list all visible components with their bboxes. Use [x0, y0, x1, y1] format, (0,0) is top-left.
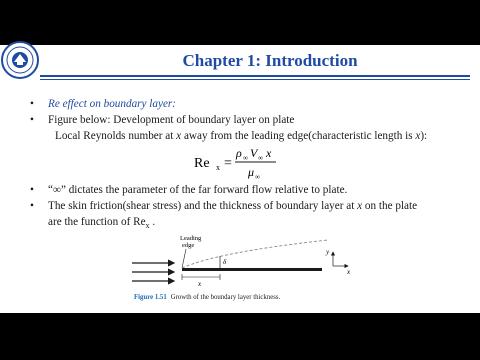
flat-plate: [182, 268, 322, 271]
bullet-text: Re effect on boundary layer:: [48, 98, 176, 110]
formula-equals: =: [224, 156, 232, 171]
bullet-text: “∞” dictates the parameter of the far forward flow relative to plate.: [48, 184, 348, 196]
text-run: are the function of Re: [48, 216, 146, 228]
top-black-band: [0, 0, 480, 45]
formula-sub: ∞: [255, 173, 260, 181]
caption-label: Figure 1.51: [134, 294, 167, 301]
axis-y-label: y: [326, 248, 330, 256]
bullet-dot: •: [30, 98, 34, 110]
text-run: ):: [420, 130, 428, 142]
formula-lhs-sub: x: [216, 163, 220, 172]
formula-rho: ρ: [236, 146, 242, 160]
axis-x-label: x: [347, 268, 351, 276]
title-divider-thin: [40, 79, 470, 80]
text-run: x: [145, 221, 150, 230]
bullet-dot: •: [30, 114, 34, 126]
bullet-item: [28, 112, 468, 128]
bullet-dot: •: [30, 184, 34, 196]
bullet-text: Figure below: Development of boundary layer on plate: [48, 114, 295, 126]
bullet-item: [28, 198, 468, 214]
text-run: x: [415, 130, 421, 142]
bullet-item: [28, 96, 468, 112]
formula-x: x: [266, 146, 272, 160]
university-seal-logo: [0, 40, 40, 80]
text-run: away from the leading edge(characteristic length is: [181, 130, 416, 142]
caption-text: Growth of the boundary layer thickness.: [170, 294, 281, 301]
leading-edge-label: Leading: [180, 235, 202, 242]
text-run: x: [357, 200, 363, 212]
leading-edge-label-2: edge: [182, 242, 195, 249]
bullet-dot: •: [30, 200, 34, 212]
delta-label: δ: [223, 258, 227, 266]
text-run: The skin friction(shear stress) and the thickness of boundary layer at: [48, 200, 358, 212]
text-run: .: [149, 216, 156, 228]
text-run: Local Reynolds number at: [55, 130, 177, 142]
figure-caption: [134, 294, 280, 301]
formula-sub: ∞: [258, 154, 263, 162]
bullet-list-lower: [28, 182, 468, 234]
reynolds-formula: [192, 142, 292, 182]
bullet-item: [28, 182, 468, 198]
formula-mu: μ: [248, 165, 255, 179]
boundary-layer-edge: [182, 240, 328, 268]
bottom-black-band: [0, 313, 480, 360]
freestream-arrows: [132, 263, 174, 281]
formula-lhs: Re: [194, 156, 210, 171]
formula-V: V: [250, 146, 258, 160]
x-distance-label: x: [198, 280, 202, 288]
formula-sub: ∞: [243, 154, 248, 162]
text-run: x: [176, 130, 182, 142]
bullet-list: [28, 96, 468, 144]
text-run: on the plate: [362, 200, 418, 212]
leading-edge-pointer: [182, 249, 186, 268]
title-divider: [40, 75, 470, 77]
page-title: Chapter 1: Introduction: [182, 51, 358, 70]
